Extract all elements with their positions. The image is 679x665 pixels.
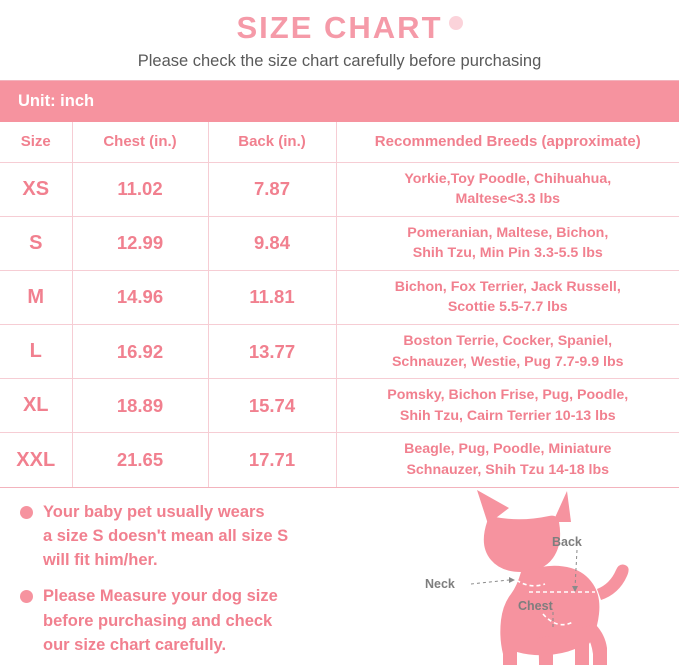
page-title xyxy=(237,10,443,46)
breed-line: Scottie 5.5-7.7 lbs xyxy=(447,299,568,316)
cell-size: S xyxy=(0,216,72,270)
note-line: will fit him/her. xyxy=(43,551,158,570)
table-header-row xyxy=(0,122,679,162)
dog-measurement-diagram xyxy=(425,488,675,665)
footer-section xyxy=(0,488,679,665)
cell-breeds xyxy=(336,433,679,487)
column-header-breeds: Recommended Breeds (approximate) xyxy=(336,122,679,162)
table-row xyxy=(0,162,679,216)
cell-back: 11.81 xyxy=(208,270,336,324)
page-title-text: SIZE CHART xyxy=(236,10,443,45)
cell-size: L xyxy=(0,325,72,379)
cell-chest: 18.89 xyxy=(72,379,208,433)
breed-line: Boston Terrie, Cocker, Spaniel, xyxy=(403,333,613,350)
list-item xyxy=(20,584,420,657)
unit-row xyxy=(0,81,679,122)
list-item xyxy=(20,500,420,573)
bullet-icon xyxy=(20,506,33,519)
breed-line: Pomsky, Bichon Frise, Pug, Poodle, xyxy=(387,387,629,404)
size-table-wrapper xyxy=(0,80,679,488)
cell-size: M xyxy=(0,270,72,324)
cell-breeds xyxy=(336,162,679,216)
label-neck: Neck xyxy=(425,576,455,591)
breed-line: Shih Tzu, Min Pin 3.3-5.5 lbs xyxy=(412,245,603,262)
note-text xyxy=(43,584,278,657)
note-line: Your baby pet usually wears xyxy=(43,502,265,521)
cell-breeds xyxy=(336,379,679,433)
cell-chest: 12.99 xyxy=(72,216,208,270)
cell-chest: 14.96 xyxy=(72,270,208,324)
cell-back: 9.84 xyxy=(208,216,336,270)
cell-back: 13.77 xyxy=(208,325,336,379)
cell-chest: 11.02 xyxy=(72,162,208,216)
header xyxy=(0,0,679,71)
cell-back: 17.71 xyxy=(208,433,336,487)
label-back: Back xyxy=(552,534,582,549)
notes-list xyxy=(20,500,420,665)
table-row xyxy=(0,270,679,324)
cell-back: 15.74 xyxy=(208,379,336,433)
bullet-icon xyxy=(20,590,33,603)
breed-line: Pomeranian, Maltese, Bichon, xyxy=(407,224,609,241)
breed-line: Beagle, Pug, Poodle, Miniature xyxy=(404,441,612,458)
cell-chest: 21.65 xyxy=(72,433,208,487)
table-row xyxy=(0,433,679,487)
note-line: a size S doesn't mean all size S xyxy=(43,526,289,545)
breed-line: Bichon, Fox Terrier, Jack Russell, xyxy=(394,278,621,295)
unit-label: Unit: inch xyxy=(0,81,679,122)
cell-size: XS xyxy=(0,162,72,216)
cell-breeds xyxy=(336,325,679,379)
note-line: Please Measure your dog size xyxy=(43,587,278,606)
cell-chest: 16.92 xyxy=(72,325,208,379)
note-text xyxy=(43,500,288,573)
size-table xyxy=(0,81,679,487)
page-subtitle: Please check the size chart carefully before purchasing xyxy=(137,52,542,70)
column-header-size: Size xyxy=(0,122,72,162)
table-row xyxy=(0,216,679,270)
table-row xyxy=(0,379,679,433)
table-row xyxy=(0,325,679,379)
breed-line: Maltese<3.3 lbs xyxy=(455,191,560,208)
note-line: our size chart carefully. xyxy=(43,635,227,654)
cell-breeds xyxy=(336,270,679,324)
breed-line: Yorkie,Toy Poodle, Chihuahua, xyxy=(404,170,612,187)
decorative-dot-icon xyxy=(449,16,463,30)
cell-back: 7.87 xyxy=(208,162,336,216)
breed-line: Schnauzer, Shih Tzu 14-18 lbs xyxy=(406,462,610,479)
cell-size: XXL xyxy=(0,433,72,487)
column-header-chest: Chest (in.) xyxy=(72,122,208,162)
cell-breeds xyxy=(336,216,679,270)
cell-size: XL xyxy=(0,379,72,433)
breed-line: Schnauzer, Westie, Pug 7.7-9.9 lbs xyxy=(391,353,624,370)
note-line: before purchasing and check xyxy=(43,611,273,630)
dog-silhouette-icon xyxy=(425,488,675,665)
column-header-back: Back (in.) xyxy=(208,122,336,162)
label-chest: Chest xyxy=(518,598,553,613)
breed-line: Shih Tzu, Cairn Terrier 10-13 lbs xyxy=(399,407,616,424)
